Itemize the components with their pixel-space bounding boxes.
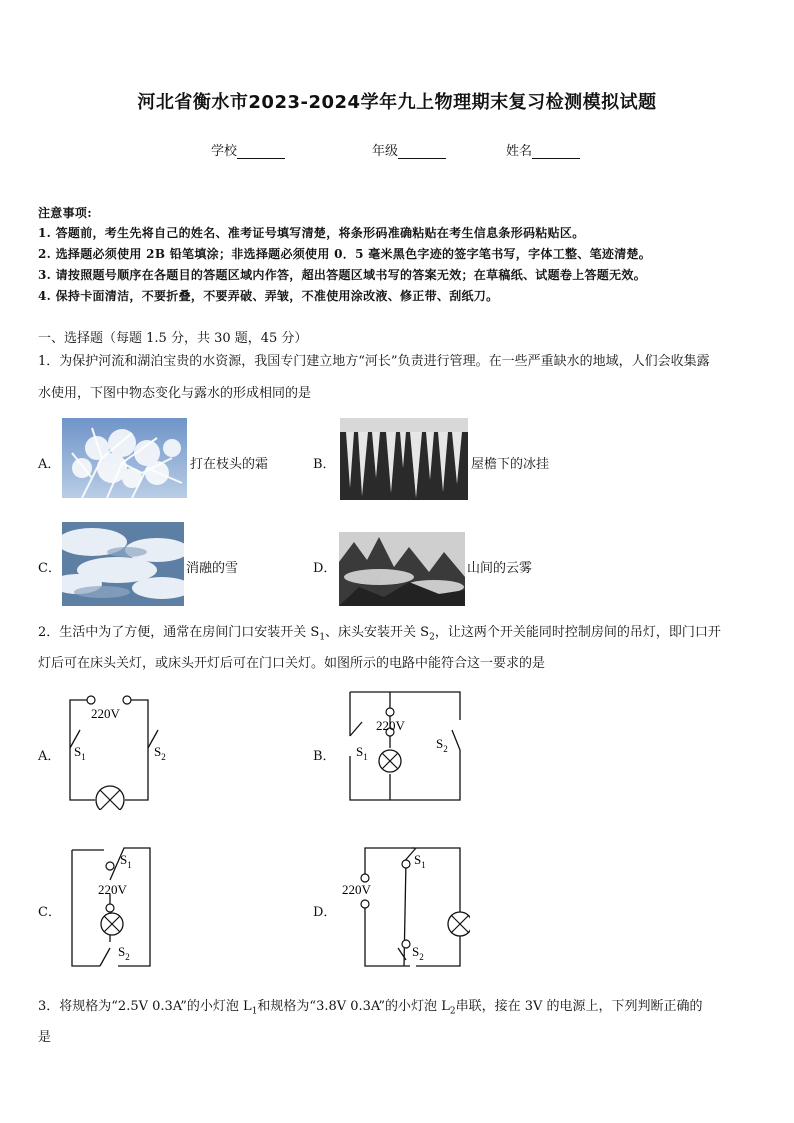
- school-field[interactable]: [211, 140, 285, 159]
- q2-option-c-letter[interactable]: C．: [38, 905, 61, 920]
- q2-stem-line1: [38, 624, 721, 647]
- circuit-b-s1-label: $S_1$: [356, 744, 368, 762]
- terminal-icon: [106, 904, 114, 912]
- circuit-a-s2-label: $S_2$: [154, 744, 166, 762]
- q3-stem-line2: 是: [38, 1030, 52, 1045]
- melting-snow-image: [62, 522, 184, 606]
- q2-stem-part-b: 、床头安装开关 S: [325, 625, 430, 640]
- notice-item-1: 1. 答题前，考生先将自己的姓名、准考证号填写清楚，将条形码准确粘贴在考生信息条形码粘贴区。: [38, 226, 585, 240]
- circuit-d-diagram: [340, 842, 470, 970]
- frost-on-branches-image: [62, 418, 187, 498]
- terminal-icon: [123, 696, 131, 704]
- terminal-icon: [106, 862, 114, 870]
- circuit-d-voltage: 220V: [342, 882, 371, 897]
- q3-l2-subscript: 2: [449, 1006, 456, 1017]
- q2-option-a-letter[interactable]: A．: [38, 749, 61, 764]
- section-heading: 一、选择题（每题 1.5 分，共 30 题，45 分）: [38, 331, 308, 346]
- notice-item-4: 4. 保持卡面清洁，不要折叠，不要弄破、弄皱，不准使用涂改液、修正带、刮纸刀。: [38, 289, 499, 303]
- notice-item-3: 3. 请按照题号顺序在各题目的答题区域内作答，超出答题区域书写的答案无效；在草稿纸、试题卷上答题无效。: [38, 268, 647, 282]
- icicles-image: [340, 418, 468, 500]
- terminal-icon: [386, 708, 394, 716]
- q1-option-c-letter[interactable]: C．: [38, 561, 61, 576]
- q1-option-a-caption: 打在枝头的霜: [190, 457, 269, 472]
- circuit-c-s1-label: $S_1$: [120, 852, 132, 870]
- q2-stem-line2: 灯后可在床头关灯，或床头开灯后可在门口关灯。如图所示的电路中能符合这一要求的是: [38, 656, 546, 671]
- terminal-icon: [402, 940, 410, 948]
- school-label: 学校: [211, 144, 238, 159]
- notice-heading: 注意事项:: [38, 206, 92, 220]
- q3-stem-part-c: 串联，接在 3V 的电源上，下列判断正确的: [455, 999, 703, 1014]
- q2-option-b-letter[interactable]: B．: [313, 749, 336, 764]
- name-label: 姓名: [506, 144, 533, 159]
- terminal-icon: [361, 874, 369, 882]
- circuit-b-s2-label: $S_2$: [436, 736, 448, 754]
- q3-l1-subscript: 1: [251, 1006, 258, 1017]
- terminal-icon: [87, 696, 95, 704]
- q1-option-b-letter[interactable]: B．: [313, 457, 336, 472]
- circuit-c-voltage: 220V: [98, 882, 127, 897]
- grade-label: 年级: [372, 144, 399, 159]
- circuit-c-s2-label: $S_2$: [118, 944, 130, 962]
- q3-stem-part-b: 和规格为“3.8V 0.3A”的小灯泡 L: [257, 999, 450, 1014]
- circuit-d-s1-label: $S_1$: [414, 852, 426, 870]
- circuit-c-diagram: [62, 842, 162, 970]
- name-field[interactable]: [506, 140, 580, 159]
- lamp-icon: [96, 786, 124, 810]
- circuit-b-diagram: [340, 686, 470, 806]
- q1-option-a-letter[interactable]: A．: [38, 457, 61, 472]
- mountain-fog-image: [339, 532, 465, 606]
- circuit-a-diagram: [60, 690, 170, 810]
- q1-option-b-caption: 屋檐下的冰挂: [471, 457, 550, 472]
- q2-stem-part-c: ，让这两个开关能同时控制房间的吊灯，即门口开: [434, 625, 721, 640]
- q2-option-d-letter[interactable]: D．: [313, 905, 337, 920]
- q2-stem-part-a: 2．生活中为了方便，通常在房间门口安装开关 S: [38, 625, 320, 640]
- terminal-icon: [402, 860, 410, 868]
- circuit-a-s1-label: $S_1$: [74, 744, 86, 762]
- q1-stem-line2: 水使用，下图中物态变化与露水的形成相同的是: [38, 386, 312, 401]
- q2-s1-subscript: 1: [319, 632, 326, 643]
- q2-s2-subscript: 2: [429, 632, 435, 643]
- circuit-a-voltage: 220V: [91, 706, 120, 721]
- q1-stem-line1: 1．为保护河流和湖泊宝贵的水资源，我国专门建立地方“河长”负责进行管理。在一些严重缺水的地域，人们会收集露: [38, 354, 710, 369]
- circuit-d-s2-label: $S_2$: [412, 944, 424, 962]
- notice-item-2: 2. 选择题必须使用 2B 铅笔填涂；非选择题必须使用 0．5 毫米黑色字迹的签字笔书写，字体工整、笔迹清楚。: [38, 247, 652, 261]
- page-title: 河北省衡水市2023-2024学年九上物理期末复习检测模拟试题: [137, 92, 657, 113]
- q3-stem-line1: [38, 998, 703, 1021]
- q1-option-d-caption: 山间的云雾: [467, 561, 533, 576]
- q1-option-d-letter[interactable]: D．: [313, 561, 337, 576]
- q1-option-c-caption: 消融的雪: [186, 561, 239, 576]
- grade-field[interactable]: [372, 140, 446, 159]
- q3-stem-part-a: 3．将规格为“2.5V 0.3A”的小灯泡 L: [38, 999, 252, 1014]
- circuit-b-voltage: 220V: [376, 718, 405, 733]
- terminal-icon: [361, 900, 369, 908]
